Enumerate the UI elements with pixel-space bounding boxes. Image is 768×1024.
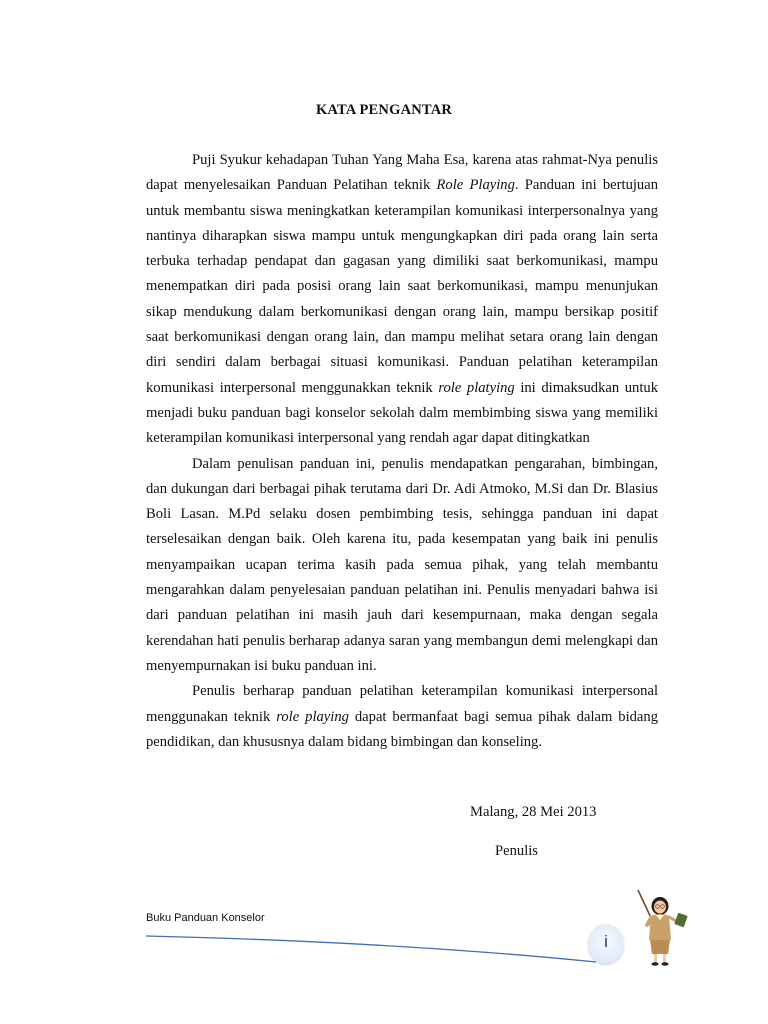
paragraph [146, 679, 658, 755]
signature-author: Penulis [495, 843, 538, 859]
paragraph [146, 452, 658, 680]
footer-book-title: Buku Panduan Konselor [146, 912, 265, 924]
italic-term: role platying [438, 379, 515, 396]
italic-term: role playing [276, 708, 349, 725]
teacher-illustration-icon [632, 886, 692, 968]
page-title: KATA PENGANTAR [315, 102, 453, 118]
italic-term: Role Playing [436, 177, 515, 194]
text-run: Puji Syukur kehadapan Tuhan Yang Maha Esa, karena atas rahmat-Nya penulis dapat menyelesaikan Panduan Pelatihan teknik [146, 152, 658, 194]
text-run: Penulis berharap panduan pelatihan keterampilan komunikasi interpersonal menggunakan teknik [146, 683, 658, 725]
signature-place-date: Malang, 28 Mei 2013 [470, 804, 597, 820]
text-run: dapat bermanfaat bagi semua pihak dalam bidang pendidikan, dan khususnya dalam bidang bimbingan dan konseling. [146, 708, 658, 750]
text-run: Dalam penulisan panduan ini, penulis mendapatkan pengarahan, bimbingan, dan dukungan dari berbagai pihak terutama dari Dr. Adi Atmoko, M.Si dan Dr. Blasius Boli Lasan. M.Pd selaku dosen pembimbing tesis, sehingga panduan ini dapat terselesaikan dengan baik. Oleh karena itu, pada kesempatan yang baik ini penulis menyampaikan ucapan terima kasih pada semua pihak, yang telah membantu mengarahkan dalam penyelesaian panduan pelatihan ini. Penulis menyadari bahwa isi dari panduan pelatihan ini masih jauh dari kesempurnaan, maka dengan segala kerendahan hati penulis berharap adanya saran yang membangun demi melengkapi dan menyempurnakan isi buku panduan ini. [146, 455, 658, 674]
paragraph [146, 148, 658, 452]
body-text [146, 148, 658, 755]
text-run: . Panduan ini bertujuan untuk membantu siswa meningkatkan keterampilan komunikasi interpersonalnya yang nantinya diharapkan siswa mampu untuk mengungkapkan diri pada orang lain serta terbuka terhadap pendapat dan gagasan yang dimiliki saat berkomunikasi, mampu menempatkan diri pada posisi orang lain saat berkomunikasi, mampu menunjukan sikap mendukung dalam berkomunikasi dengan orang lain, mampu bersikap positif saat berkomunikasi dengan orang lain, dan mampu melihat setara orang lain dengan diri sendiri dalam berbagai situasi komunikasi. Panduan pelatihan keterampilan komunikasi interpersonal menggunakkan teknik [146, 177, 659, 396]
page-number: i [604, 932, 608, 951]
footer-divider [146, 928, 596, 968]
text-run: ini dimaksudkan untuk menjadi buku panduan bagi konselor sekolah dalm membimbing siswa yang memiliki keterampilan komunikasi interpersonal yang rendah agar dapat ditingkatkan [146, 379, 659, 447]
